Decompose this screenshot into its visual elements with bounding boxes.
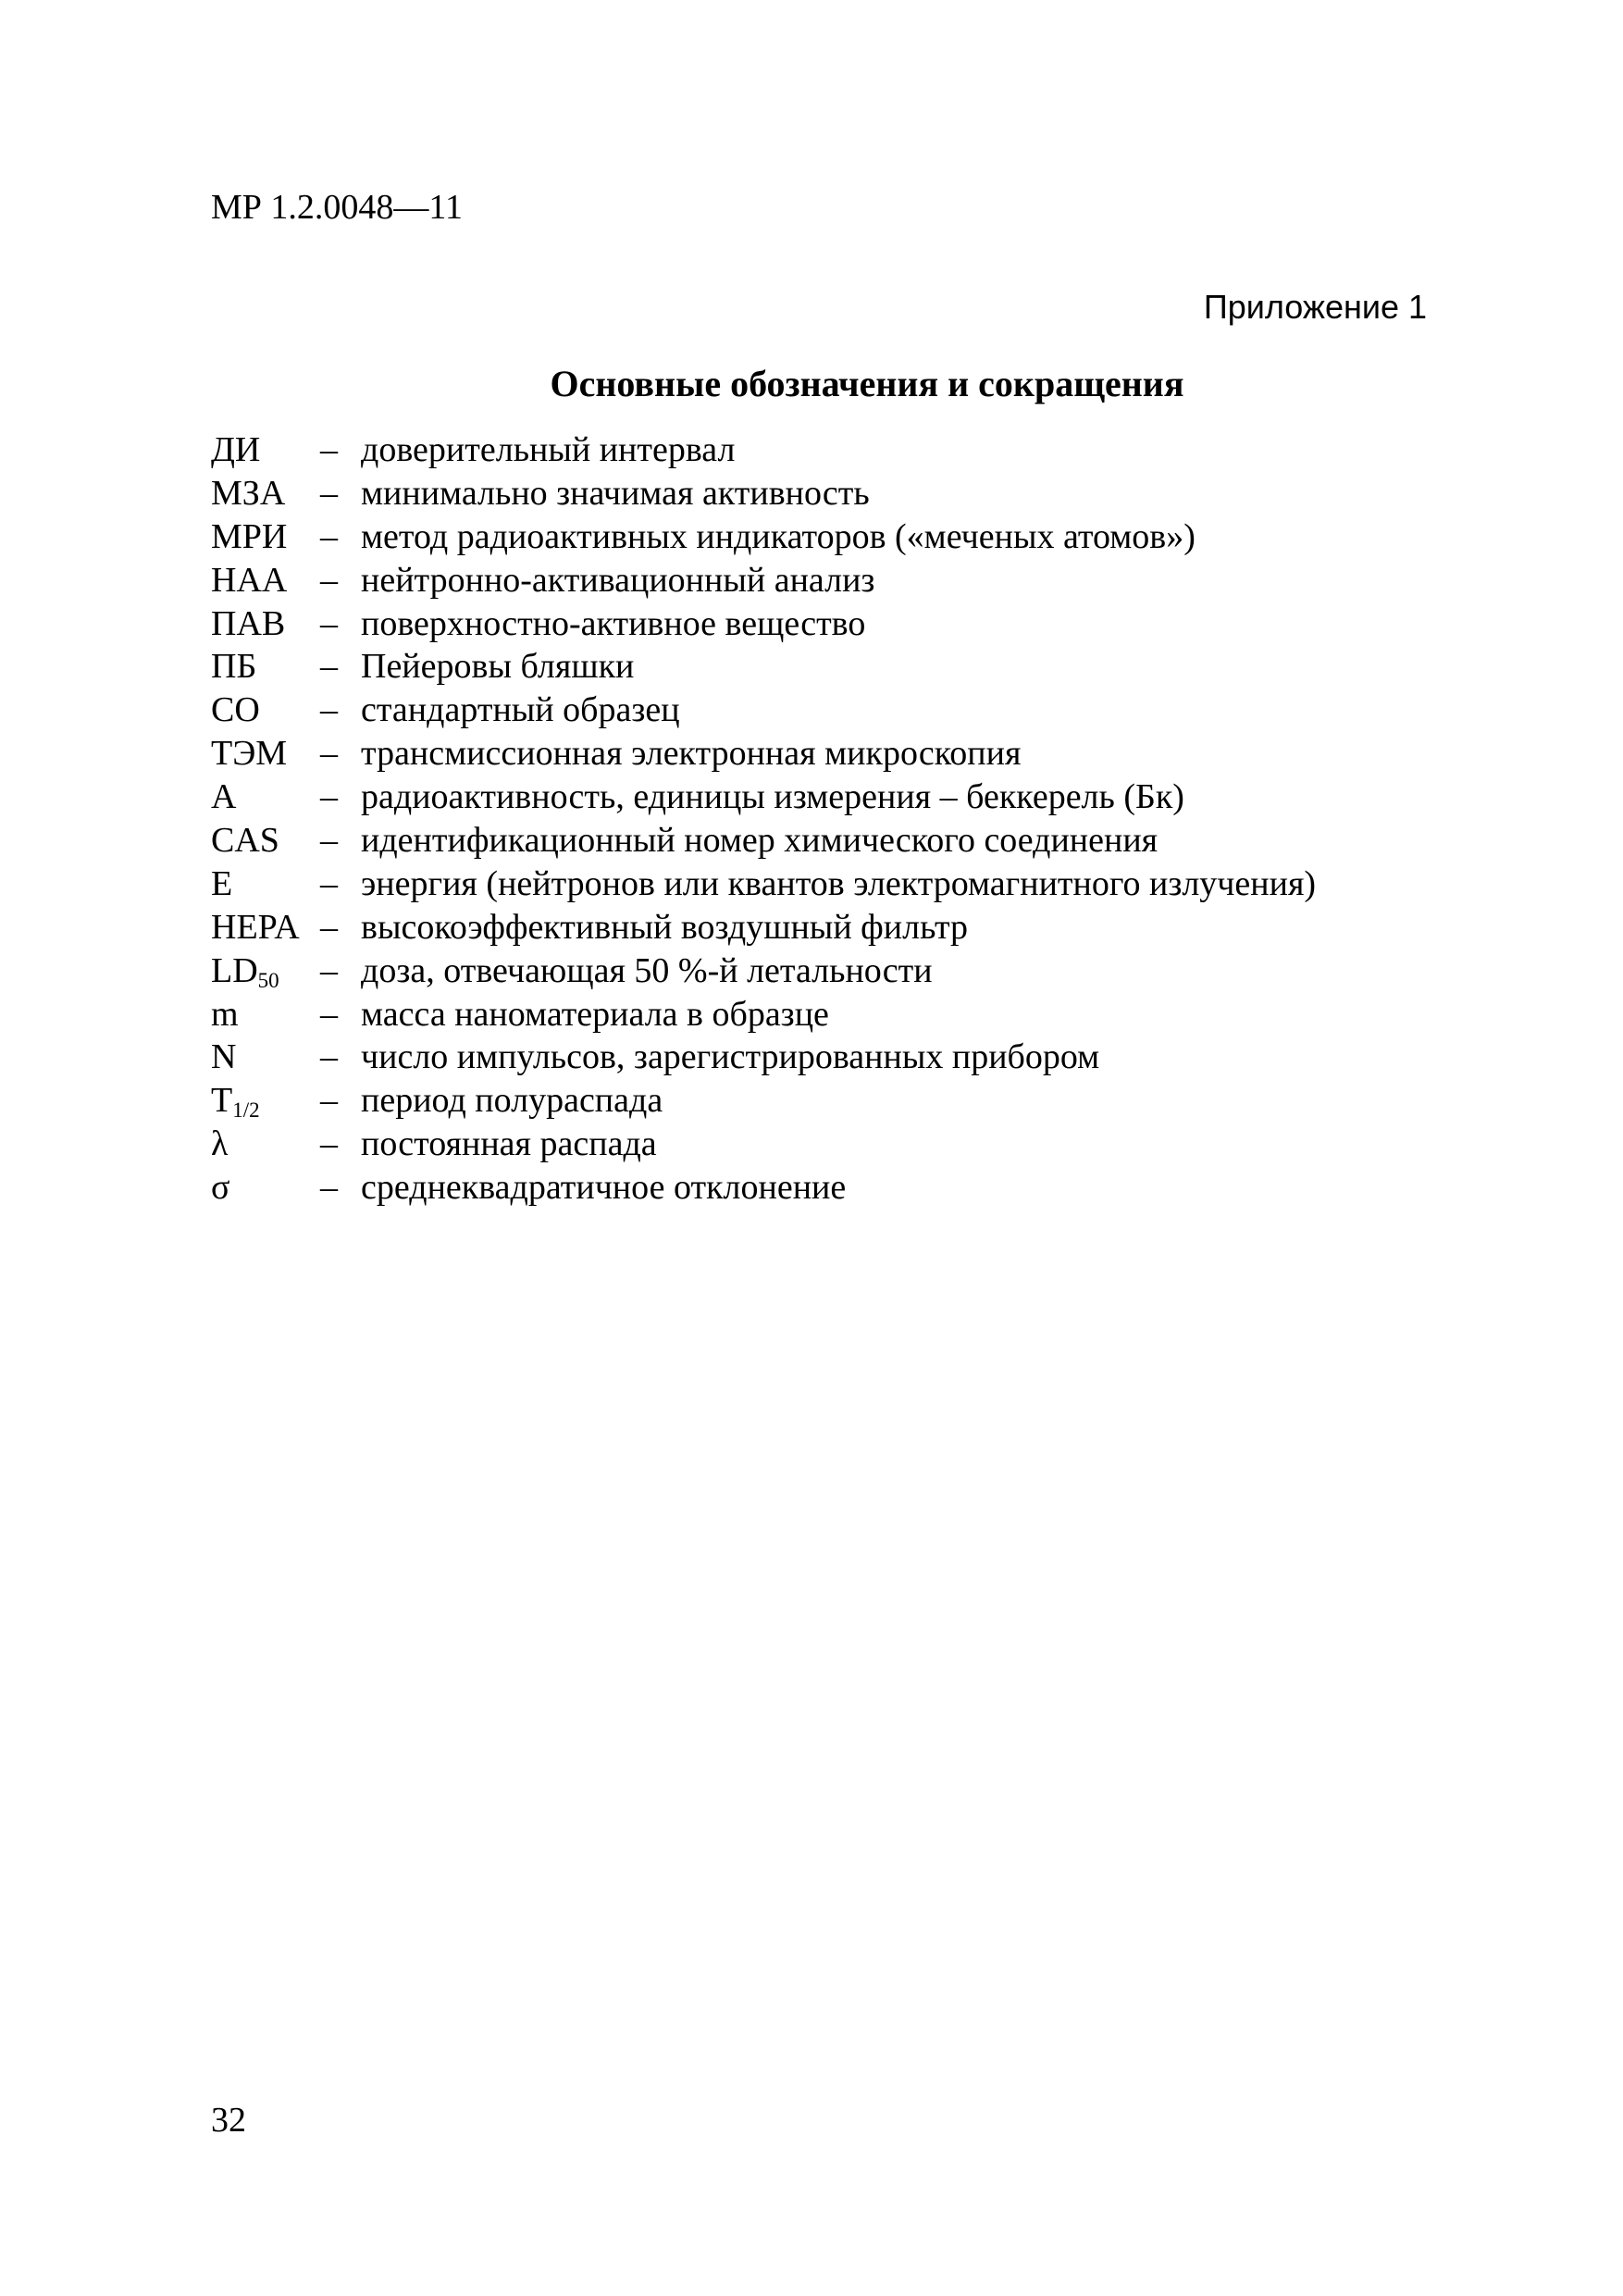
abbreviation-definition: радиоактивность, единицы измерения – беккерель (Бк) [361, 777, 1184, 817]
abbreviation-term [211, 559, 320, 602]
section-title: Основные обозначения и сокращения [550, 363, 1184, 404]
abbreviation-row [211, 472, 1316, 515]
abbreviation-term-text: МЗА [211, 473, 286, 513]
abbreviation-definition: минимально значимая активность [361, 473, 870, 513]
abbreviation-row [211, 602, 1316, 646]
abbreviation-definition: трансмиссионная электронная микроскопия [361, 734, 1022, 774]
abbreviation-row [211, 819, 1316, 863]
abbreviation-dash: – [320, 821, 338, 861]
abbreviation-row [211, 559, 1316, 602]
abbreviation-dash: – [320, 516, 338, 556]
abbreviation-term-text: N [211, 1037, 237, 1077]
abbreviation-term [211, 949, 320, 992]
abbreviation-row [211, 776, 1316, 819]
abbreviation-dash: – [320, 1124, 338, 1164]
abbreviation-dash: – [320, 1168, 338, 1208]
abbreviation-definition: масса наноматериала в образце [361, 994, 829, 1034]
abbreviation-term [211, 689, 320, 731]
abbreviation-dash: – [320, 863, 338, 903]
abbreviation-term-text: CAS [211, 821, 279, 861]
abbreviation-dash: – [320, 603, 338, 643]
abbreviation-row [211, 428, 1316, 472]
abbreviation-term [211, 515, 320, 558]
abbreviation-dash: – [320, 1081, 338, 1121]
abbreviation-row [211, 863, 1316, 906]
abbreviation-definition: число импульсов, зарегистрированных прибором [361, 1037, 1100, 1077]
abbreviation-definition: высокоэффективный воздушный фильтр [361, 907, 969, 947]
abbreviation-term-subscript: 50 [257, 968, 279, 992]
abbreviation-term [211, 1036, 320, 1078]
abbreviation-term [211, 819, 320, 862]
abbreviation-term-text: λ [211, 1124, 229, 1164]
abbreviation-term-text: ПБ [211, 647, 257, 687]
abbreviation-row [211, 732, 1316, 776]
abbreviation-definition: идентификационный номер химического соединения [361, 821, 1158, 861]
abbreviation-definition: доверительный интервал [361, 430, 736, 469]
abbreviation-term-text: ТЭМ [211, 734, 288, 774]
abbreviation-term-text: МРИ [211, 516, 288, 556]
abbreviation-row [211, 1166, 1316, 1210]
abbreviation-term-text: T [211, 1081, 233, 1121]
abbreviation-definition: Пейеровы бляшки [361, 647, 635, 687]
abbreviation-dash: – [320, 777, 338, 817]
abbreviation-row [211, 949, 1316, 993]
abbreviation-dash: – [320, 734, 338, 774]
document-code: МР 1.2.0048—11 [211, 188, 464, 227]
abbreviation-row [211, 689, 1316, 732]
abbreviation-definition: период полураспада [361, 1081, 663, 1121]
abbreviation-definition: энергия (нейтронов или квантов электромагнитного излучения) [361, 863, 1317, 903]
abbreviation-term [211, 645, 320, 688]
abbreviation-definition: поверхностно-активное вещество [361, 603, 866, 643]
abbreviation-dash: – [320, 647, 338, 687]
abbreviation-row [211, 906, 1316, 949]
abbreviation-term [211, 1166, 320, 1209]
abbreviation-term [211, 602, 320, 645]
abbreviation-term [211, 732, 320, 775]
abbreviation-definition: метод радиоактивных индикаторов («меченых атомов») [361, 516, 1196, 556]
abbreviation-term [211, 472, 320, 515]
abbreviation-row [211, 993, 1316, 1036]
abbreviation-term [211, 428, 320, 471]
abbreviation-dash: – [320, 907, 338, 947]
abbreviation-dash: – [320, 430, 338, 469]
abbreviation-term-text: LD [211, 950, 258, 990]
abbreviation-term-text: A [211, 777, 237, 817]
abbreviation-row [211, 645, 1316, 689]
appendix-label: Приложение 1 [1203, 288, 1427, 326]
abbreviation-dash: – [320, 690, 338, 730]
abbreviation-term [211, 1123, 320, 1165]
abbreviation-row [211, 1079, 1316, 1123]
abbreviation-term-subscript: 1/2 [232, 1098, 260, 1123]
abbreviation-term-text: НАА [211, 560, 288, 600]
abbreviation-term-text: HEPA [211, 907, 300, 947]
abbreviation-dash: – [320, 473, 338, 513]
abbreviation-definition: постоянная распада [361, 1124, 657, 1164]
abbreviation-term [211, 1079, 320, 1122]
abbreviation-term [211, 906, 320, 949]
abbreviation-dash: – [320, 560, 338, 600]
abbreviation-definition: стандартный образец [361, 690, 680, 730]
abbreviation-term-text: СО [211, 690, 260, 730]
abbreviation-definition: доза, отвечающая 50 %-й летальности [361, 950, 933, 990]
abbreviation-term [211, 863, 320, 905]
abbreviation-term-text: ПАВ [211, 603, 286, 643]
abbreviation-term [211, 993, 320, 1036]
abbreviation-row [211, 1036, 1316, 1079]
abbreviation-dash: – [320, 1037, 338, 1077]
abbreviation-list [211, 428, 1316, 1210]
abbreviation-row [211, 1123, 1316, 1166]
abbreviation-dash: – [320, 950, 338, 990]
abbreviation-definition: нейтронно-активационный анализ [361, 560, 875, 600]
page-number: 32 [211, 2101, 246, 2140]
abbreviation-term-text: E [211, 863, 233, 903]
abbreviation-row [211, 515, 1316, 559]
abbreviation-term-text: ДИ [211, 430, 261, 469]
abbreviation-term-text: σ [211, 1168, 230, 1208]
abbreviation-definition: среднеквадратичное отклонение [361, 1168, 847, 1208]
abbreviation-term [211, 776, 320, 818]
abbreviation-dash: – [320, 994, 338, 1034]
abbreviation-term-text: m [211, 994, 239, 1034]
